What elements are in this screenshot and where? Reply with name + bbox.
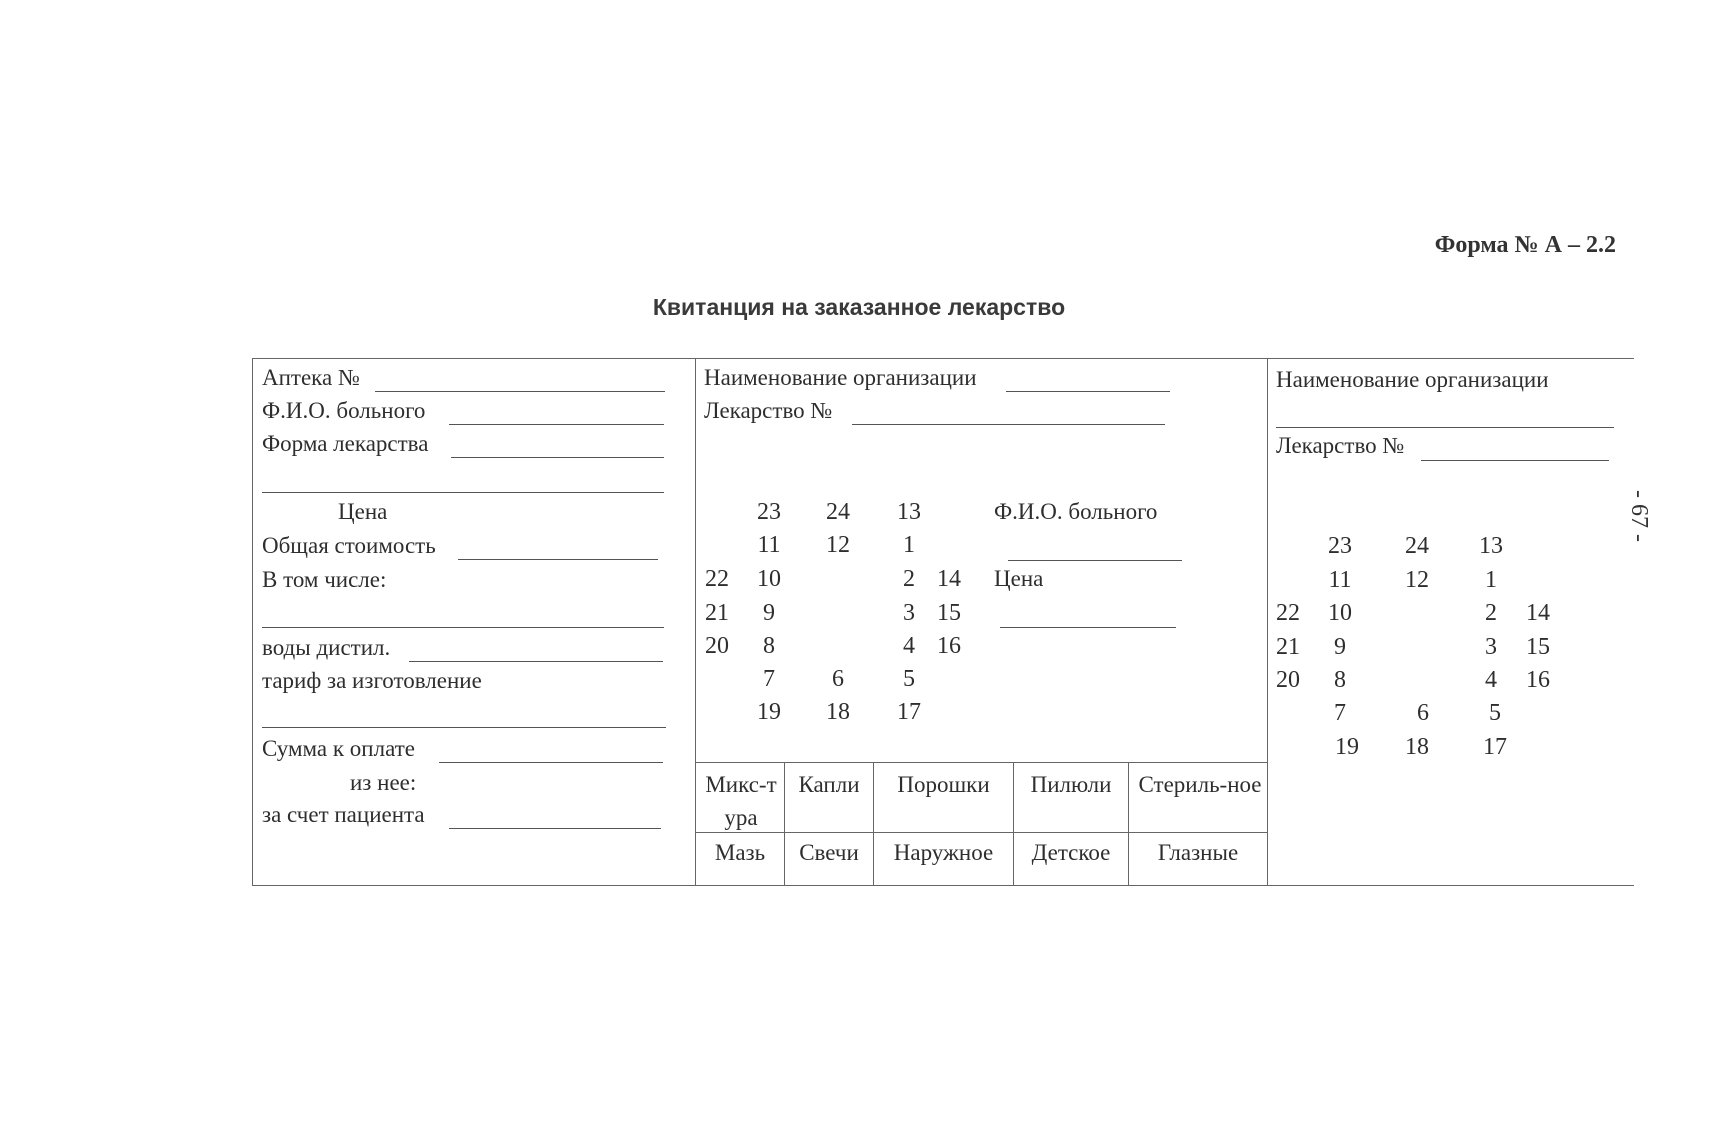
patient-pay-field[interactable] <box>449 828 661 829</box>
grid-number: 15 <box>937 600 961 626</box>
grid-number: 11 <box>757 532 781 558</box>
patient-name-label-middle: Ф.И.О. больного <box>994 499 1158 524</box>
form-table-col-divider <box>873 762 874 886</box>
grid-number: 9 <box>1334 634 1346 660</box>
grid-number: 2 <box>1485 600 1497 626</box>
form-type-pills[interactable]: Пилюли <box>1030 772 1112 797</box>
form-table-top-border <box>696 762 1268 763</box>
grid-number: 10 <box>757 566 781 592</box>
org-name-field-right[interactable] <box>1276 427 1614 428</box>
grid-number: 20 <box>1276 667 1300 693</box>
grid-number: 7 <box>1334 700 1346 726</box>
medicine-form-label: Форма лекарства <box>262 431 429 456</box>
medicine-number-field-right[interactable] <box>1421 460 1609 461</box>
sum-to-pay-field[interactable] <box>439 762 663 763</box>
price-field-middle[interactable] <box>1000 627 1176 628</box>
grid-number: 18 <box>826 699 850 725</box>
grid-number: 1 <box>903 532 915 558</box>
grid-number: 14 <box>937 566 961 592</box>
form-table-col-divider <box>1128 762 1129 886</box>
grid-number: 8 <box>1334 667 1346 693</box>
grid-number: 15 <box>1526 634 1550 660</box>
divider-left-middle <box>695 358 696 886</box>
document-title: Квитанция на заказанное лекарство <box>652 294 1066 320</box>
org-name-field[interactable] <box>1006 391 1170 392</box>
grid-number: 16 <box>1526 667 1550 693</box>
form-table-col-divider <box>1013 762 1014 886</box>
grid-number: 7 <box>763 666 775 692</box>
pharmacy-field[interactable] <box>375 391 665 392</box>
grid-number: 21 <box>1276 634 1300 660</box>
medicine-number-field[interactable] <box>852 424 1165 425</box>
including-extra-field[interactable] <box>262 627 664 628</box>
grid-number: 14 <box>1526 600 1550 626</box>
medicine-number-label: Лекарство № <box>704 398 833 423</box>
form-type-suppositories[interactable]: Свечи <box>799 840 859 865</box>
grid-number: 2 <box>903 566 915 592</box>
including-label: В том числе: <box>262 567 387 592</box>
form-type-external[interactable]: Наружное <box>893 840 994 865</box>
grid-number: 17 <box>1483 734 1507 760</box>
medicine-number-label-right: Лекарство № <box>1276 433 1405 458</box>
patient-name-label: Ф.И.О. больного <box>262 398 426 423</box>
grid-number: 12 <box>826 532 850 558</box>
grid-number: 21 <box>705 600 729 626</box>
total-cost-label: Общая стоимость <box>262 533 436 558</box>
form-type-powders[interactable]: Порошки <box>897 772 990 797</box>
medicine-form-field[interactable] <box>451 457 664 458</box>
tariff-field[interactable] <box>262 727 666 728</box>
grid-number: 5 <box>903 666 915 692</box>
grid-number: 22 <box>705 566 729 592</box>
form-number: Форма № А – 2.2 <box>1434 232 1616 258</box>
grid-number: 16 <box>937 633 961 659</box>
form-type-drops[interactable]: Капли <box>798 772 860 797</box>
grid-number: 9 <box>763 600 775 626</box>
grid-number: 22 <box>1276 600 1300 626</box>
grid-number: 11 <box>1328 567 1352 593</box>
tariff-label: тариф за изготовление <box>262 668 482 693</box>
grid-number: 13 <box>1479 533 1503 559</box>
grid-number: 20 <box>705 633 729 659</box>
grid-number: 18 <box>1405 734 1429 760</box>
patient-name-field-middle[interactable] <box>1008 560 1182 561</box>
page-number: - 67 - <box>1626 490 1652 542</box>
total-cost-field[interactable] <box>458 559 658 560</box>
org-name-label: Наименование организации <box>704 365 977 390</box>
form-type-childrens[interactable]: Детское <box>1031 840 1111 865</box>
patient-name-field[interactable] <box>449 424 664 425</box>
price-label-middle: Цена <box>994 566 1044 591</box>
grid-number: 19 <box>1335 734 1359 760</box>
grid-number: 19 <box>757 699 781 725</box>
grid-number: 3 <box>903 600 915 626</box>
grid-number: 24 <box>1405 533 1429 559</box>
grid-number: 3 <box>1485 634 1497 660</box>
distilled-water-label: воды дистил. <box>262 635 391 660</box>
form-table-col-divider <box>784 762 785 886</box>
grid-number: 4 <box>1485 667 1497 693</box>
grid-number: 17 <box>897 699 921 725</box>
grid-number: 6 <box>1417 700 1429 726</box>
form-type-ointment[interactable]: Мазь <box>714 840 766 865</box>
form-type-eye[interactable]: Глазные <box>1157 840 1239 865</box>
grid-number: 23 <box>1328 533 1352 559</box>
of-which-label: из нее: <box>350 770 417 795</box>
grid-number: 5 <box>1489 700 1501 726</box>
price-label: Цена <box>338 499 388 524</box>
form-type-sterile[interactable]: Стериль-ное <box>1138 772 1262 797</box>
grid-number: 4 <box>903 633 915 659</box>
grid-number: 13 <box>897 499 921 525</box>
grid-number: 8 <box>763 633 775 659</box>
medicine-form-extra-field[interactable] <box>262 492 664 493</box>
grid-number: 24 <box>826 499 850 525</box>
grid-number: 10 <box>1328 600 1352 626</box>
sum-to-pay-label: Сумма к оплате <box>262 736 415 761</box>
patient-pay-label: за счет пациента <box>262 802 425 827</box>
grid-number: 6 <box>832 666 844 692</box>
grid-number: 12 <box>1405 567 1429 593</box>
pharmacy-label: Аптека № <box>262 365 360 390</box>
form-type-mixture[interactable]: Микс-тура <box>705 772 777 830</box>
distilled-water-field[interactable] <box>409 661 663 662</box>
grid-number: 1 <box>1485 567 1497 593</box>
grid-number: 23 <box>757 499 781 525</box>
org-name-label-right: Наименование организации <box>1276 367 1549 392</box>
